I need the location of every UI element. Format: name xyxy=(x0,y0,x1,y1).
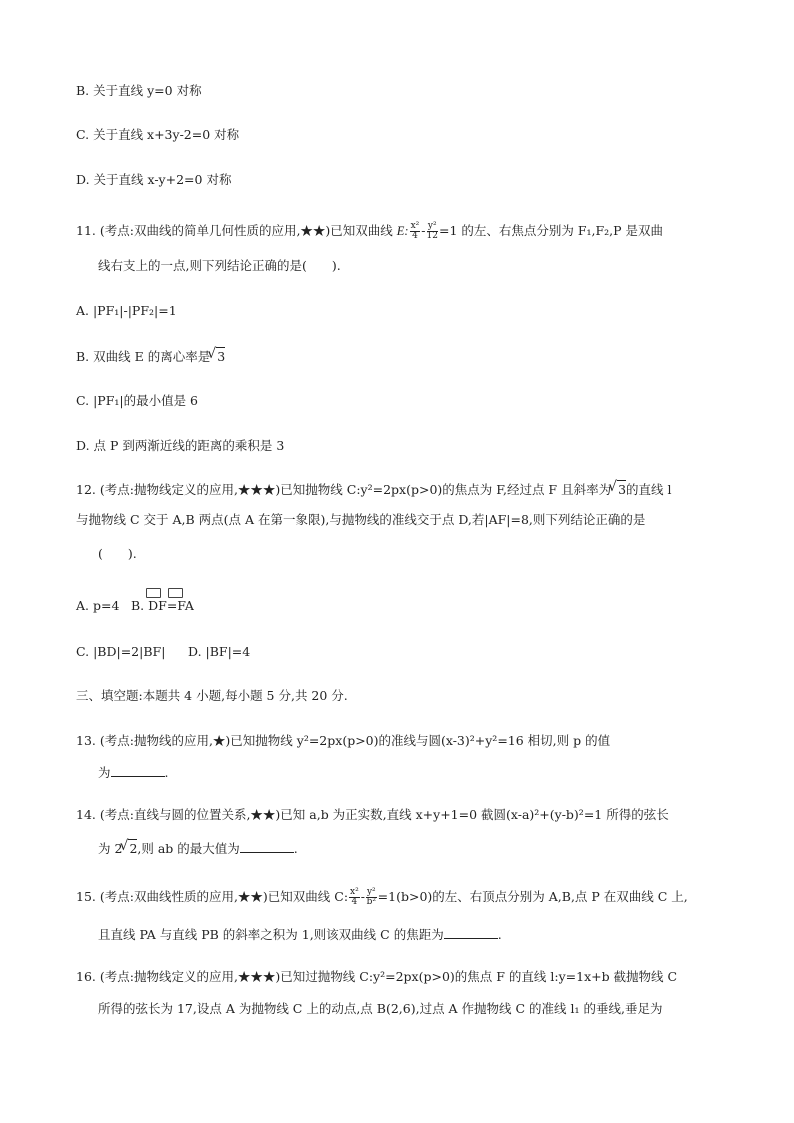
fraction: $\frac{\text{y²}}{\text{b²}}$ xyxy=(366,887,376,907)
vector-arrow-icon xyxy=(146,588,161,598)
answer-blank xyxy=(444,938,498,939)
option-d-q12: D. |BF|=4 xyxy=(188,644,251,659)
question-13-line2: 为 . xyxy=(98,765,169,780)
fraction: $\frac{\text{x²}}{4}$ xyxy=(350,887,359,907)
fraction: $\frac{\text{x²}}{4}$ xyxy=(410,221,420,241)
option-d-q11: D. 点 P 到两渐近线的距离的乘积是 3 xyxy=(76,438,285,453)
answer-blank xyxy=(111,776,165,777)
question-14-line1: 14. (考点:直线与圆的位置关系,★★)已知 a,b 为正实数,直线 x+y+1=0 截圆(x-a)²+(y-b)²=1 所得的弦长 xyxy=(76,807,669,822)
question-11-line1: 11. (考点:双曲线的简单几何性质的应用,★★)已知双曲线 E: $\frac{\text{x²}}{4}$ - $\frac{\text{y²}}{12}$ =1 的左、右焦点分别为 F₁,F₂,P 是双曲 xyxy=(76,221,664,241)
option-c-q12: C. |BD|=2|BF| xyxy=(76,644,166,659)
question-16-line2: 所得的弦长为 17,设点 A 为抛物线 C 上的动点,点 B(2,6),过点 A 作抛物线 C 的准线 l₁ 的垂线,垂足为 xyxy=(98,1001,663,1016)
option-c-q11: C. |PF₁|的最小值是 6 xyxy=(76,393,199,408)
section-3-heading: 三、填空题:本题共 4 小题,每小题 5 分,共 20 分. xyxy=(76,688,348,703)
question-11-line2: 线右支上的一点,则下列结论正确的是( ). xyxy=(98,258,341,273)
option-d-q10: D. 关于直线 x-y+2=0 对称 xyxy=(76,172,232,187)
option-a-q11: A. |PF₁|-|PF₂|=1 xyxy=(76,303,177,318)
option-b-q11: B. 双曲线 E 的离心率是√ 3 xyxy=(76,347,225,366)
question-15-line2: 且直线 PA 与直线 PB 的斜率之积为 1,则该双曲线 C 的焦距为 . xyxy=(98,927,502,942)
question-12-line2: 与抛物线 C 交于 A,B 两点(点 A 在第一象限),与抛物线的准线交于点 D,若|AF|=8,则下列结论正确的是 xyxy=(76,512,646,527)
option-b-q12: B. DF=FA xyxy=(131,597,194,615)
question-12-line1: 12. (考点:抛物线定义的应用,★★★)已知抛物线 C:y²=2px(p>0)的焦点为 F,经过点 F 且斜率为√ 3的直线 l xyxy=(76,480,672,499)
answer-blank xyxy=(240,852,294,853)
question-13-line1: 13. (考点:抛物线的应用,★)已知抛物线 y²=2px(p>0)的准线与圆(x-3)²+y²=16 相切,则 p 的值 xyxy=(76,733,611,748)
option-a-q12: A. p=4 xyxy=(76,598,120,613)
option-c-q10: C. 关于直线 x+3y-2=0 对称 xyxy=(76,127,240,142)
fraction: $\frac{\text{y²}}{12}$ xyxy=(426,221,438,241)
question-16-line1: 16. (考点:抛物线定义的应用,★★★)已知过抛物线 C:y²=2px(p>0)的焦点 F 的直线 l:y=1x+b 截抛物线 C xyxy=(76,969,678,984)
question-14-line2: 为 2√ 2,则 ab 的最大值为 . xyxy=(98,839,298,858)
option-b-q10: B. 关于直线 y=0 对称 xyxy=(76,83,202,98)
vector-arrow-icon xyxy=(168,588,183,598)
question-15-line1: 15. (考点:双曲线性质的应用,★★)已知双曲线 C: $\frac{\text{x²}}{4}$ - $\frac{\text{y²}}{\text{b²}}$ =1(b>0)的左、右顶点分别为 A,B,点 P 在双曲线 C 上, xyxy=(76,887,688,907)
question-12-line3: ( ). xyxy=(98,546,137,561)
